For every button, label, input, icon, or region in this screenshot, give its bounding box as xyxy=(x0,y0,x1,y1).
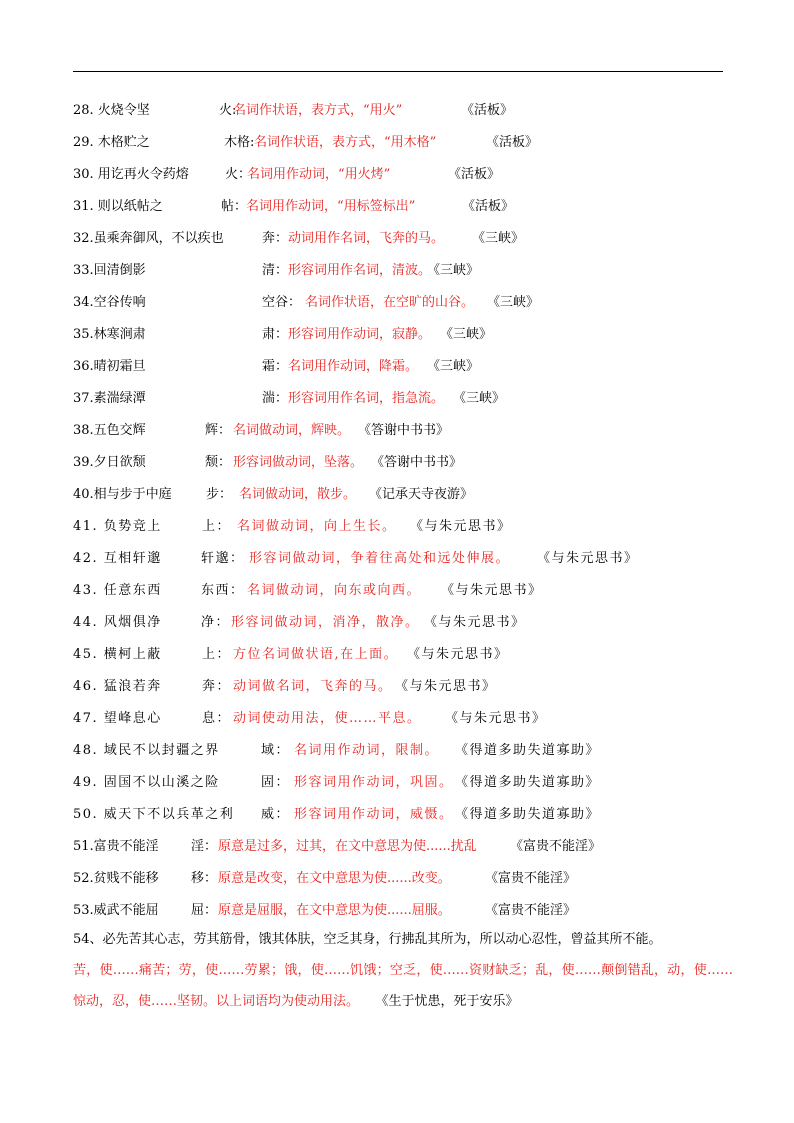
entry-source: 《活板》 xyxy=(486,135,539,150)
entry-term: 屈： xyxy=(191,903,218,918)
entry-44 xyxy=(73,607,733,639)
entry-phrase: 38.五色交辉 xyxy=(73,423,146,438)
entry-phrase: 44. 风烟俱净 xyxy=(73,615,162,630)
entry-32 xyxy=(73,223,733,255)
entry-explanation: 名词做动词，向上生长。 xyxy=(237,519,397,534)
entry-explanation: 原意是改变，在文中意思为使......改变。 xyxy=(218,871,451,886)
entry-phrase: 39.夕日欲颓 xyxy=(73,455,146,470)
entry-explanation: 动词使动用法，使……平息。 xyxy=(233,711,422,726)
entry-explanation: 动词做名词，飞奔的马。 xyxy=(233,679,393,694)
entry-explanation: 形容词用作动词，威慑。 xyxy=(294,807,454,822)
entry-source: 《富贵不能淫》 xyxy=(485,871,577,886)
entry-36 xyxy=(73,351,733,383)
entry-54-explanation-text: 苦，使……痛苦；劳，使……劳累；饿，使……饥饿；空乏，使……资财缺乏；乱，使……颠倒错乱，动，使……惊动，忍，使……坚韧。以上词语均为使动用法。 xyxy=(73,963,733,1009)
entry-42 xyxy=(73,543,733,575)
entry-phrase: 34.空谷传响 xyxy=(73,295,146,310)
entry-phrase: 47. 望峰息心 xyxy=(73,711,162,726)
entry-28 xyxy=(73,95,733,127)
entry-51 xyxy=(73,831,733,863)
entry-49 xyxy=(73,767,733,799)
entry-term: 火： xyxy=(225,167,252,182)
entry-explanation: 方位名词做状语,在上面。 xyxy=(233,647,399,662)
entry-phrase: 53.威武不能屈 xyxy=(73,903,159,918)
entry-explanation: 形容词用作名词，指急流。 xyxy=(288,391,445,406)
entry-explanation: 名词用作动词，降霜。 xyxy=(288,359,419,374)
entry-phrase: 33.回清倒影 xyxy=(73,263,146,278)
entry-explanation: 形容词用作动词，寂静。 xyxy=(288,327,432,342)
entry-source: 《三峡》 xyxy=(427,263,480,278)
entry-explanation: 形容词用作动词，巩固。 xyxy=(294,775,454,790)
entry-53 xyxy=(73,895,733,927)
entry-explanation: 名词用作动词，“用火烤” xyxy=(247,167,391,182)
entry-explanation: 名词作状语，表方式，“用火” xyxy=(233,103,403,118)
entry-term: 淫： xyxy=(191,839,218,854)
entry-explanation: 名词用作动词，限制。 xyxy=(294,743,440,758)
entry-term: 上： xyxy=(202,647,232,662)
header-rule xyxy=(73,71,723,72)
entry-phrase: 49. 固国不以山溪之险 xyxy=(73,775,220,790)
entry-phrase: 42. 互相轩邈 xyxy=(73,551,162,566)
entry-explanation: 名词用作动词，“用标签标出” xyxy=(246,199,416,214)
entry-term: 湍： xyxy=(262,391,289,406)
entry-41 xyxy=(73,511,733,543)
entry-term: 固： xyxy=(261,775,291,790)
entry-source: 《活板》 xyxy=(462,199,515,214)
entry-35 xyxy=(73,319,733,351)
entry-term: 肃： xyxy=(262,327,289,342)
entry-phrase: 40.相与步于中庭 xyxy=(73,487,172,502)
entry-52 xyxy=(73,863,733,895)
entry-phrase: 28. 火烧令坚 xyxy=(73,103,150,118)
entry-source: 《记承天寺夜游》 xyxy=(369,487,474,502)
entry-46 xyxy=(73,671,733,703)
entry-phrase: 41. 负势竞上 xyxy=(73,519,162,534)
entry-term: 颓： xyxy=(205,455,232,470)
entry-explanation: 原意是过多，过其，在文中意思为使......扰乱 xyxy=(218,839,477,854)
entry-source: 《三峡》 xyxy=(472,231,525,246)
entry-phrase: 50. 威天下不以兵革之利 xyxy=(73,807,235,822)
entry-40 xyxy=(73,479,733,511)
entry-31 xyxy=(73,191,733,223)
entry-source: 《与朱元思书》 xyxy=(445,711,547,726)
entry-term: 奔： xyxy=(262,231,289,246)
entry-explanation: 名词作状语，表方式，“用木格” xyxy=(254,135,437,150)
entry-source: 《与朱元思书》 xyxy=(410,519,512,534)
entry-phrase: 31. 则以纸帖之 xyxy=(73,199,163,214)
entry-phrase: 29. 木格贮之 xyxy=(73,135,150,150)
entry-term: 轩邈： xyxy=(201,551,245,566)
entry-term: 帖： xyxy=(221,199,248,214)
entry-source: 《答谢中书书》 xyxy=(358,423,450,438)
entry-source: 《与朱元思书》 xyxy=(407,647,509,662)
entry-term: 空谷： xyxy=(262,295,302,310)
entry-50 xyxy=(73,799,733,831)
entry-phrase: 48. 域民不以封疆之界 xyxy=(73,743,220,758)
entry-phrase: 35.林寒涧肃 xyxy=(73,327,146,342)
entry-phrase: 30. 用讫再火令药熔 xyxy=(73,167,189,182)
entry-source: 《活板》 xyxy=(461,103,514,118)
entry-source: 《与朱元思书》 xyxy=(537,551,639,566)
entry-source: 《得道多助失道寡助》 xyxy=(455,775,601,790)
entry-source: 《富贵不能淫》 xyxy=(510,839,602,854)
entry-explanation: 原意是屈服，在文中意思为使......屈服。 xyxy=(218,903,451,918)
entry-list xyxy=(73,95,733,927)
entry-source: 《答谢中书书》 xyxy=(371,455,463,470)
entry-phrase: 46. 猛浪若奔 xyxy=(73,679,162,694)
entry-33 xyxy=(73,255,733,287)
entry-source: 《三峡》 xyxy=(427,359,480,374)
entry-explanation: 形容词用作名词，清波。 xyxy=(288,263,432,278)
entry-phrase: 36.晴初霜旦 xyxy=(73,359,146,374)
entry-explanation: 形容词做动词，消净，散净。 xyxy=(231,615,420,630)
entry-term: 火: xyxy=(219,103,237,118)
entry-54 xyxy=(73,924,733,1017)
entry-term: 步： xyxy=(206,487,233,502)
entry-explanation: 形容词做动词，争着往高处和远处伸展。 xyxy=(249,551,511,566)
entry-explanation: 名词作状语，在空旷的山谷。 xyxy=(305,295,475,310)
entry-source: 《与朱元思书》 xyxy=(424,615,526,630)
entry-term: 清： xyxy=(262,263,289,278)
entry-explanation: 名词做动词，散步。 xyxy=(239,487,357,502)
entry-term: 木格: xyxy=(224,135,255,150)
entry-source: 《富贵不能淫》 xyxy=(485,903,577,918)
entry-phrase: 52.贫贱不能移 xyxy=(73,871,159,886)
entry-phrase: 51.富贵不能淫 xyxy=(73,839,159,854)
entry-source: 《三峡》 xyxy=(487,295,540,310)
entry-term: 上： xyxy=(202,519,232,534)
entry-38 xyxy=(73,415,733,447)
entry-explanation: 名词做动词，向东或向西。 xyxy=(247,583,422,598)
entry-term: 域： xyxy=(261,743,291,758)
entry-explanation: 名词做动词，辉映。 xyxy=(233,423,351,438)
entry-term: 奔： xyxy=(202,679,232,694)
entry-47 xyxy=(73,703,733,735)
entry-45 xyxy=(73,639,733,671)
entry-source: 《活板》 xyxy=(448,167,501,182)
entry-explanation: 形容词做动词，坠落。 xyxy=(233,455,364,470)
entry-29 xyxy=(73,127,733,159)
entry-source: 《得道多助失道寡助》 xyxy=(455,743,601,758)
entry-term: 辉： xyxy=(205,423,232,438)
entry-30 xyxy=(73,159,733,191)
entry-term: 东西： xyxy=(201,583,245,598)
entry-43 xyxy=(73,575,733,607)
entry-54-explanation xyxy=(73,955,733,1017)
entry-54-source: 《生于忧患，死于安乐》 xyxy=(375,994,519,1009)
entry-term: 息： xyxy=(202,711,232,726)
entry-term: 净： xyxy=(201,615,231,630)
entry-source: 《与朱元思书》 xyxy=(395,679,497,694)
entry-source: 《得道多助失道寡助》 xyxy=(455,807,601,822)
entry-source: 《三峡》 xyxy=(440,327,493,342)
entry-phrase: 37.素湍绿潭 xyxy=(73,391,146,406)
entry-39 xyxy=(73,447,733,479)
entry-48 xyxy=(73,735,733,767)
entry-phrase: 32.虽乘奔御风，不以疾也 xyxy=(73,231,224,246)
entry-source: 《与朱元思书》 xyxy=(441,583,543,598)
entry-34 xyxy=(73,287,733,319)
entry-explanation: 动词用作名词，飞奔的马。 xyxy=(288,231,445,246)
entry-source: 《三峡》 xyxy=(453,391,506,406)
entry-phrase: 43. 任意东西 xyxy=(73,583,162,598)
entry-37 xyxy=(73,383,733,415)
entry-phrase: 45. 横柯上蔽 xyxy=(73,647,162,662)
entry-term: 霜： xyxy=(262,359,289,374)
entry-54-sentence: 54、必先苦其心志，劳其筋骨，饿其体肤，空乏其身，行拂乱其所为，所以动心忍性，曾益其所不能。 xyxy=(73,932,662,947)
entry-term: 移： xyxy=(191,871,218,886)
entry-term: 威： xyxy=(261,807,291,822)
